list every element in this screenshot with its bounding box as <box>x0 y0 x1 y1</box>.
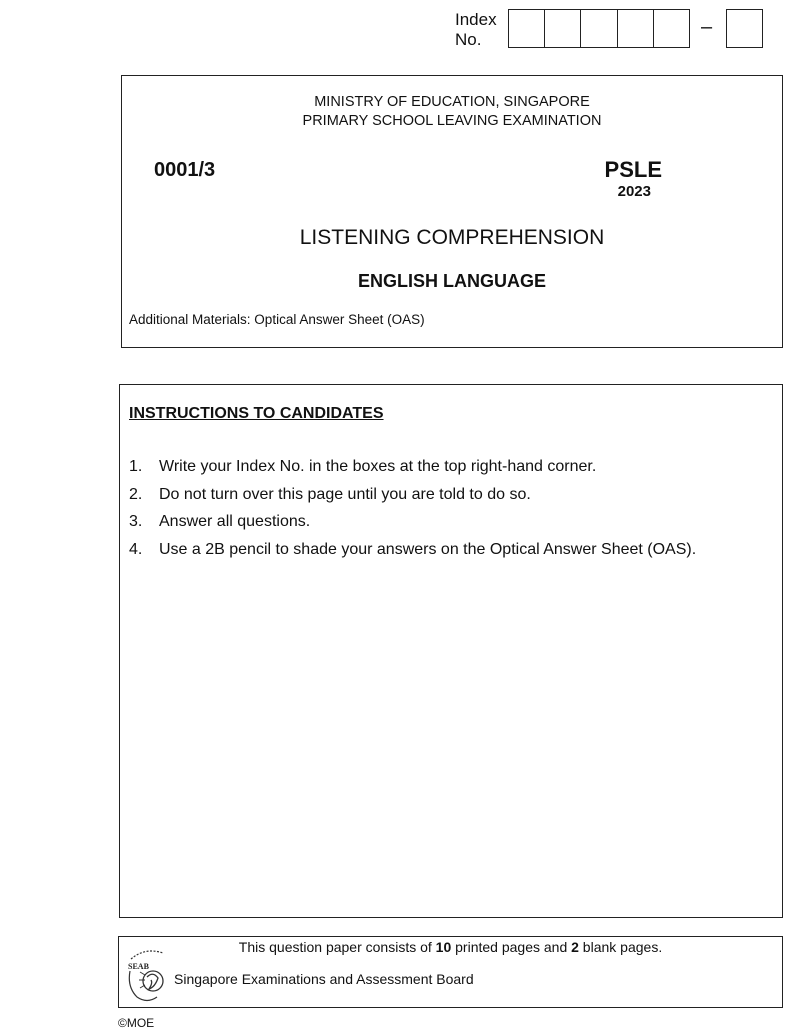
instruction-item: 2. Do not turn over this page until you are told to do so. <box>129 485 531 503</box>
index-digit-box[interactable] <box>509 10 544 47</box>
board-name: Singapore Examinations and Assessment Board <box>174 971 474 987</box>
exam-name: PSLE <box>604 157 662 182</box>
instructions-list <box>129 453 696 564</box>
paper-title: LISTENING COMPREHENSION <box>299 226 605 249</box>
paper-code: 0001/3 <box>154 159 216 181</box>
index-digit-box[interactable] <box>580 10 616 47</box>
exam-year: 2023 <box>617 183 651 200</box>
instruction-item: 4. Use a 2B pencil to shade your answers on the Optical Answer Sheet (OAS). <box>129 541 697 559</box>
additional-materials: Additional Materials: Optical Answer Sheet (OAS) <box>129 312 425 327</box>
footer-box <box>118 936 783 1008</box>
seab-logo-text: SEAB <box>128 962 149 971</box>
printed-pages-count: 10 <box>435 939 452 955</box>
seab-logo-icon <box>125 947 173 1005</box>
paper-subject: ENGLISH LANGUAGE <box>357 271 546 291</box>
instructions-heading: INSTRUCTIONS TO CANDIDATES <box>129 405 384 422</box>
index-no-label: Index No. <box>455 10 497 49</box>
index-no-boxes[interactable] <box>508 9 690 48</box>
instructions-box <box>119 384 783 918</box>
index-digit-box[interactable] <box>544 10 580 47</box>
index-digit-box[interactable] <box>653 10 689 47</box>
copyright: ©MOE <box>118 1016 155 1030</box>
instruction-item: 1. Write your Index No. in the boxes at the top right-hand corner. <box>129 458 597 475</box>
blank-pages-count: 2 <box>571 939 579 955</box>
index-dash: – <box>701 16 713 38</box>
cover-header <box>121 75 783 348</box>
index-digit-box[interactable] <box>617 10 653 47</box>
exam-line: PRIMARY SCHOOL LEAVING EXAMINATION <box>302 113 602 129</box>
page-count-note: This question paper consists of 10 printed pages and 2 blank pages. <box>238 939 663 955</box>
instruction-item: 3. Answer all questions. <box>129 513 311 531</box>
index-suffix-box[interactable] <box>726 9 763 48</box>
ministry-line: MINISTRY OF EDUCATION, SINGAPORE <box>314 94 590 110</box>
